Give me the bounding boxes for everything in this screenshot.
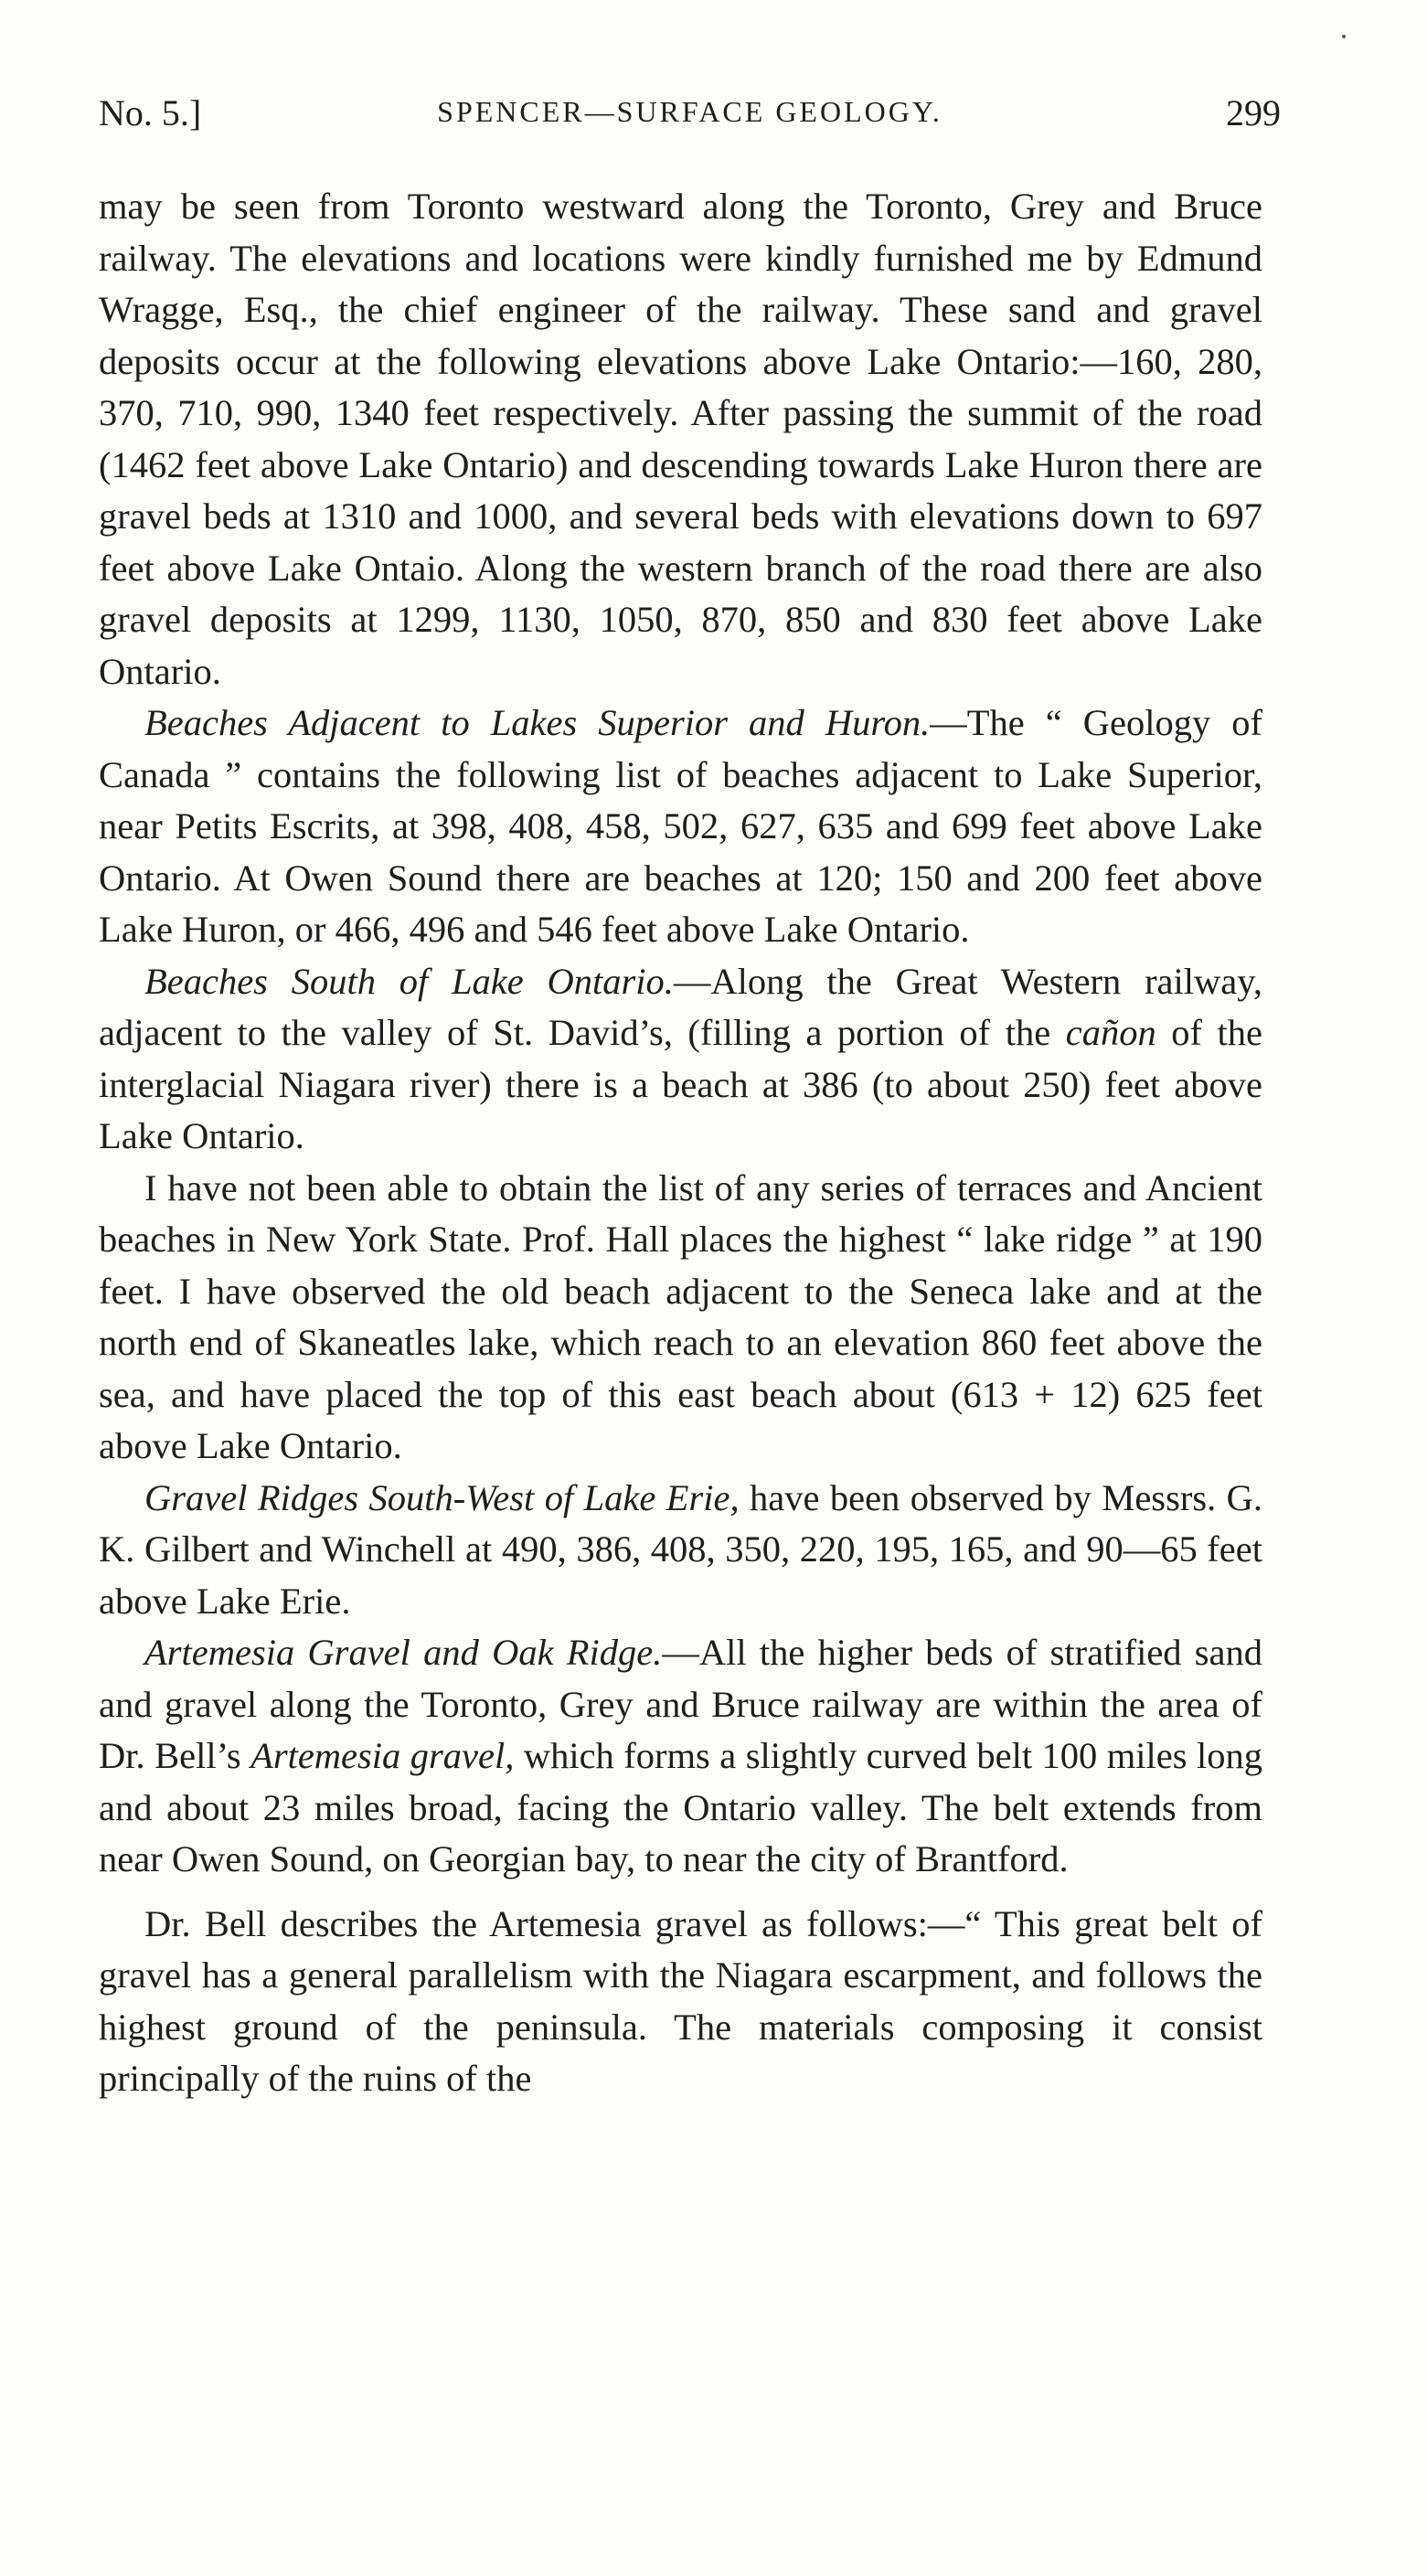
paragraph-p4 <box>99 1163 1262 1473</box>
italic-heading-text: Gravel Ridges South-West of Lake Erie, <box>144 1476 740 1518</box>
paragraph-p2 <box>99 697 1262 956</box>
paragraph-text: of the interglacial Niagara river) there is a beach at 386 (to about 250) feet above Lake Ontario. <box>99 1012 1262 1156</box>
page-number: 299 <box>1226 92 1281 133</box>
italic-heading-text: Artemesia gravel, <box>250 1735 515 1776</box>
paragraph-p6 <box>99 1627 1262 1886</box>
running-title: SPENCER—SURFACE GEOLOGY. <box>437 95 942 128</box>
italic-heading-text: Beaches South of Lake Ontario. <box>144 960 674 1002</box>
paragraph-text: which forms a slightly curved belt 100 miles long and about 23 miles broad, facing the Ontario valley. The belt extends from near Owen Sound, on Georgian bay, to near the city of Brantford. <box>99 1735 1262 1879</box>
running-header <box>99 91 1281 146</box>
paragraph-text: I have not been able to obtain the list of any series of terraces and Ancient beaches in New York State. Prof. Hall places the highest “ lake ridge ” at 190 feet. I have observed the old beach adjacent to the Seneca lake and at the north end of Skaneatles lake, which reach to an elevation 860 feet above the sea, and have placed the top of this east beach about (613 + 12) 625 feet above Lake Ontario. <box>99 1166 1262 1466</box>
body-text <box>99 181 1262 2105</box>
paragraph-p3 <box>99 956 1262 1163</box>
paragraph-text: —All the higher beds of stratified sand and gravel along the Toronto, Grey and Bruce railway are within the area of Dr. Bell’s <box>99 1632 1262 1776</box>
italic-heading-text: Artemesia Gravel and Oak Ridge. <box>144 1632 663 1673</box>
paragraph-p1 <box>99 181 1262 697</box>
paragraph-text: —The “ Geology of Canada ” contains the following list of beaches adjacent to Lake Superior, near Petits Escrits, at 398, 408, 458, 502, 627, 635 and 699 feet above Lake Ontario. At Owen Sound there are beaches at 120; 150 and 200 feet above Lake Huron, or 466, 496 and 546 feet above Lake Ontario. <box>99 702 1262 950</box>
italic-heading-text: cañon <box>1065 1012 1156 1053</box>
paragraph-p7 <box>99 1899 1262 2105</box>
scan-speck <box>1342 35 1346 38</box>
paragraph-text: Dr. Bell describes the Artemesia gravel as follows:—“ This great belt of gravel has a general parallelism with the Niagara escarpment, and follows the highest ground of the peninsula. The materials composing it consist principally of the ruins of the <box>99 1902 1262 2099</box>
issue-number: No. 5.] <box>99 92 202 133</box>
paragraph-text: —Along the Great Western railway, adjacent to the valley of St. David’s, (filling a portion of the <box>99 960 1262 1053</box>
paragraph-text: have been observed by Messrs. G. K. Gilbert and Winchell at 490, 386, 408, 350, 220, 195, 165, and 90—65 feet above Lake Erie. <box>99 1476 1262 1622</box>
paragraph-text: may be seen from Toronto westward along the Toronto, Grey and Bruce railway. The elevations and locations were kindly furnished me by Edmund Wragge, Esq., the chief engineer of the railway. These sand and gravel deposits occur at the following elevations above Lake Ontario:—160, 280, 370, 710, 990, 1340 feet respectively. After passing the summit of the road (1462 feet above Lake Ontario) and descending towards Lake Huron there are gravel beds at 1310 and 1000, and several beds with elevations down to 697 feet above Lake Ontaio. Along the western branch of the road there are also gravel deposits at 1299, 1130, 1050, 870, 850 and 830 feet above Lake Ontario. <box>99 186 1262 692</box>
paragraph-p5 <box>99 1473 1262 1628</box>
italic-heading-text: Beaches Adjacent to Lakes Superior and Huron. <box>144 702 931 743</box>
